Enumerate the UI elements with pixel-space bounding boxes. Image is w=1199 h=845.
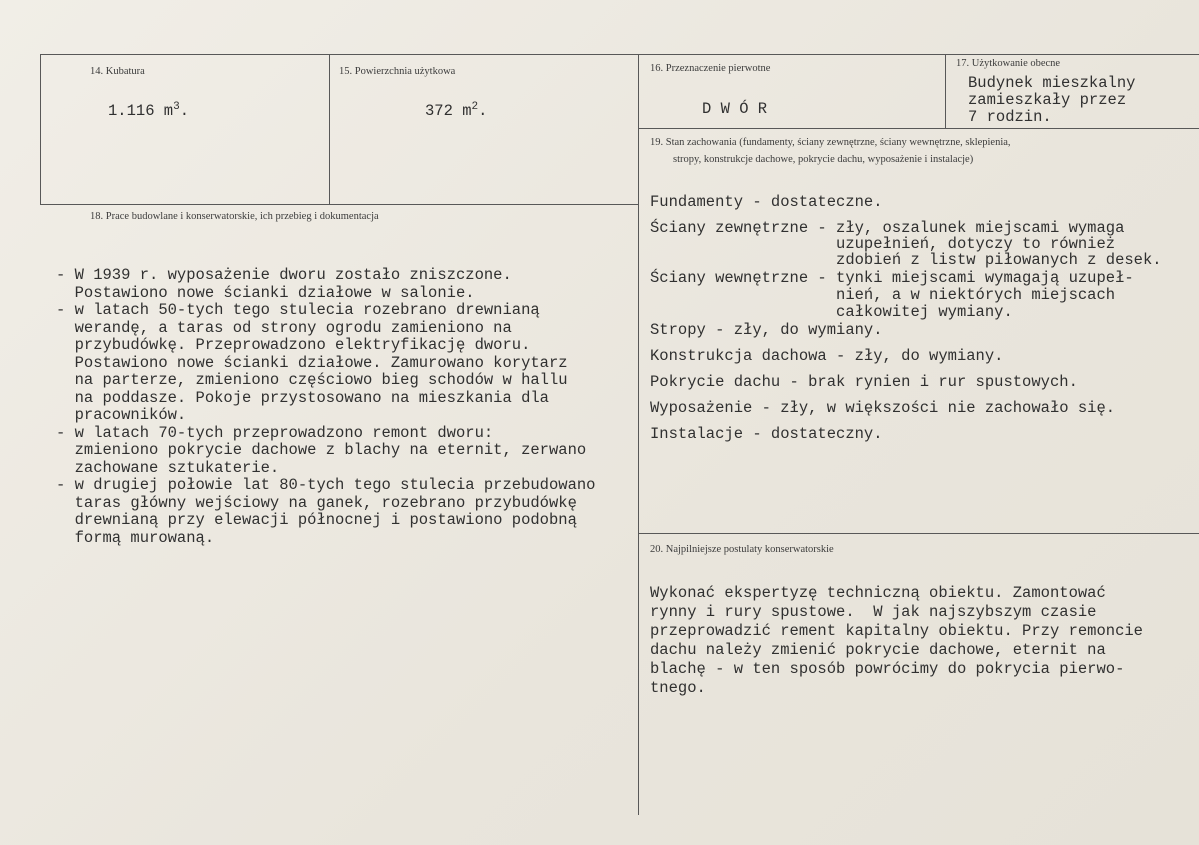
top-border <box>40 54 1199 55</box>
rule-above-20 <box>638 533 1199 534</box>
field-19-line: całkowitej wymiany. <box>650 303 1013 321</box>
field-18-line: drewnianą przy elewacji północnej i postawiono podobną <box>56 511 577 529</box>
field-18-line: Postawiono nowe ścianki działowe. Zamurowano korytarz <box>56 353 568 372</box>
field-20-line: przeprowadzić rement kapitalny obiektu. Przy remoncie <box>650 622 1143 640</box>
field-19-line: Ściany wewnętrzne - tynki miejscami wymagają uzupeł- <box>650 269 1134 287</box>
field-18-line: werandę, a taras od strony ogrodu zamieniono na <box>56 318 512 337</box>
field-15-label: 15. Powierzchnia użytkowa <box>339 66 456 77</box>
field-16-value: D W Ó R <box>702 100 768 118</box>
field-17-label: 17. Użytkowanie obecne <box>956 58 1061 69</box>
field-18-label: 18. Prace budowlane i konserwatorskie, ich przebieg i dokumentacja <box>90 211 379 222</box>
field-19-line: Ściany zewnętrzne - zły, oszalunek miejscami wymaga <box>650 219 1125 237</box>
field-18-line: zachowane sztukaterie. <box>56 458 280 477</box>
field-18-line: - w latach 50-tych tego stulecia rozebrano drewnianą <box>56 301 540 319</box>
field-20-line: tnego. <box>650 679 706 697</box>
field-17-line: 7 rodzin. <box>968 108 1052 126</box>
field-16-label: 16. Przeznaczenie pierwotne <box>650 63 771 74</box>
field-19-label-line: 19. Stan zachowania (fundamenty, ściany zewnętrzne, ściany wewnętrzne, sklepienia, <box>650 137 1011 148</box>
field-18-line: - w latach 70-tych przeprowadzono remont dworu: <box>56 423 494 442</box>
field-18-line: formą murowaną. <box>56 528 215 547</box>
field-17-line: Budynek mieszkalny <box>968 74 1136 92</box>
left-border <box>40 54 41 204</box>
field-17-line: zamieszkały przez <box>968 91 1127 109</box>
field-20-line: rynny i rury spustowe. W jak najszybszym czasie <box>650 603 1097 621</box>
field-15-value: 372 $m^2$. <box>425 101 488 120</box>
field-18-line: - W 1939 r. wyposażenie dworu zostało zniszczone. <box>56 266 512 284</box>
field-19-line: Wyposażenie - zły, w większości nie zachowało się. <box>650 399 1116 417</box>
field-19-line: zdobień z listw piłowanych z desek. <box>650 251 1162 269</box>
divider-15-16 <box>638 54 639 815</box>
field-18-line: - w drugiej połowie lat 80-tych tego stulecia przebudowano <box>56 476 596 494</box>
field-18-line: na parterze, zmieniono częściowo bieg schodów w hallu <box>56 371 568 389</box>
field-19-line: Pokrycie dachu - brak rynien i rur spustowych. <box>650 373 1078 391</box>
field-19-line: uzupełnień, dotyczy to również <box>650 235 1116 253</box>
field-14-value: 1.116 $m^3$. <box>108 101 190 120</box>
field-19-label <box>650 134 1011 168</box>
field-14-label: 14. Kubatura <box>90 66 145 77</box>
field-20-line: dachu należy zmienić pokrycie dachowe, eternit na <box>650 641 1106 659</box>
field-18-line: Postawiono nowe ścianki działowe w salonie. <box>56 283 475 302</box>
field-19-line: Stropy - zły, do wymiany. <box>650 321 883 339</box>
field-19-line: Konstrukcja dachowa - zły, do wymiany. <box>650 347 1004 365</box>
field-18-line: przybudówkę. Przeprowadzono elektryfikację dworu. <box>56 336 531 354</box>
rule-above-18 <box>40 204 639 205</box>
field-19-label-line: stropy, konstrukcje dachowe, pokrycie dachu, wyposażenie i instalacje) <box>673 154 974 165</box>
field-18-line: pracowników. <box>56 406 187 424</box>
field-19-line: Fundamenty - dostateczne. <box>650 193 883 211</box>
divider-14-15 <box>329 54 330 204</box>
field-18-line: zmieniono pokrycie dachowe z blachy na eternit, zerwano <box>56 441 587 459</box>
field-18-line: na poddasze. Pokoje przystosowano na mieszkania dla <box>56 388 549 407</box>
field-19-line: nień, a w niektórych miejscach <box>650 286 1116 304</box>
divider-16-17 <box>945 54 946 128</box>
field-20-line: Wykonać ekspertyzę techniczną obiektu. Zamontować <box>650 584 1106 602</box>
field-20-line: blachę - w ten sposób powrócimy do pokrycia pierwo- <box>650 660 1125 678</box>
field-20-label: 20. Najpilniejsze postulaty konserwatorskie <box>650 544 834 555</box>
rule-above-19 <box>638 128 1199 129</box>
field-19-line: Instalacje - dostateczny. <box>650 425 883 443</box>
field-18-line: taras główny wejściowy na ganek, rozebrano przybudówkę <box>56 493 577 512</box>
